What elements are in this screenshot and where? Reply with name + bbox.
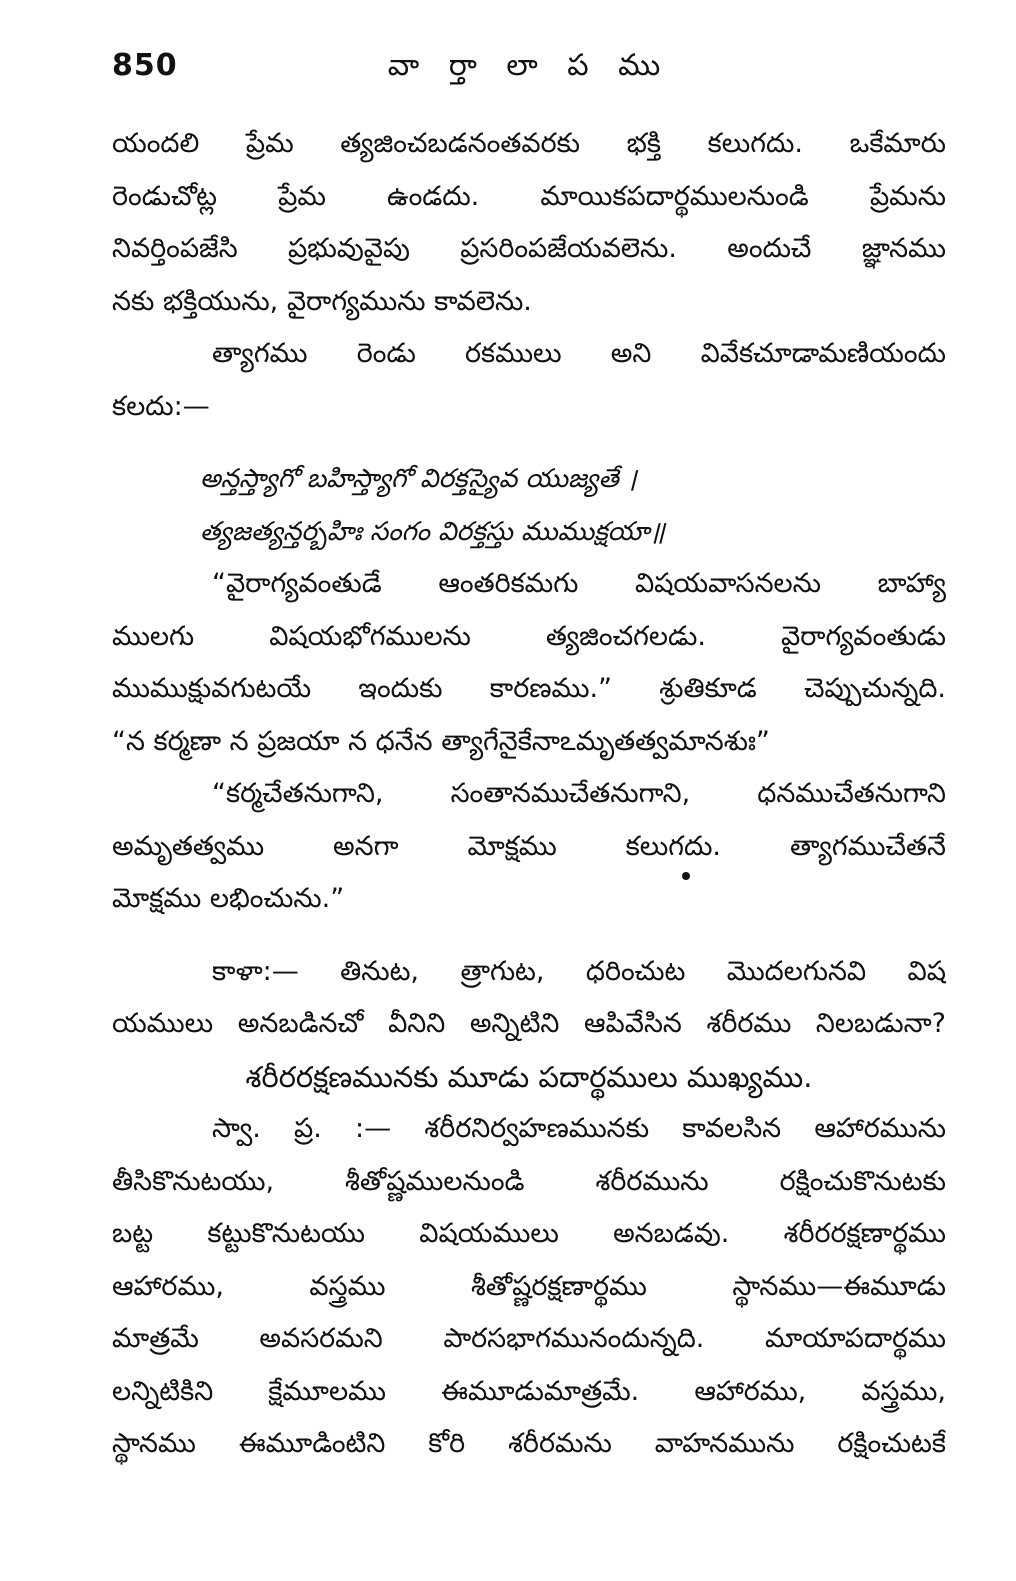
text-line: స్వా. ప్ర. :— శరీరనిర్వహణమునకు కావలసిన ఆహారమును — [212, 1113, 946, 1144]
text-line: అమృతత్వము అనగా మోక్షము కలుగదు. త్యాగముచేతనే — [112, 830, 946, 862]
page-number: 850 — [112, 48, 178, 83]
page-header — [112, 48, 946, 108]
text-line: స్థానము ఈమూడింటిని కోరి శరీరమను వాహనమును రక్షించుటకే — [112, 1428, 946, 1459]
quote-line: “న కర్మణా న ప్రజయా న ధనేన త్యాగేనైకేనాఽమృతత్వమానశుః” — [112, 725, 770, 757]
verse-line: అన్తస్త్యాగో బహిస్త్యాగో విరక్తస్యైవ యుజ్యతే । — [200, 464, 637, 494]
text-line: ముముక్షువగుటయే ఇందుకు కారణము.” శ్రుతికూడ చెప్పుచున్నది. — [112, 673, 946, 704]
heading-line: శరీరరక్షణమునకు మూడు పదార్థములు ముఖ్యము. — [245, 1059, 813, 1094]
verse-line: త్యజత్యన్తర్బహిః సంగం విరక్తస్తు ముముక్షయా॥ — [200, 516, 666, 547]
running-title: వా ర్తా లా ప ము — [387, 48, 671, 83]
text-line: త్యాగము రెండు రకములు అని వివేకచూడామణియందు — [212, 338, 946, 369]
text-line: లన్నిటికిని క్షేమూలము ఈమూడుమాత్రమే. ఆహారము, వస్త్రము, — [112, 1375, 946, 1407]
text-line: “వైరాగ్యవంతుడే ఆంతరికమగు విషయవాసనలను బాహ్యా — [212, 568, 946, 599]
text-line: “కర్మచేతనుగాని, సంతానముచేతనుగాని, ధనముచేతనుగాని — [212, 778, 946, 809]
body-text — [112, 118, 946, 1471]
text-line: బట్ట కట్టుకొనుటయు విషయములు అనబడవు. శరీరరక్షణార్థము — [112, 1218, 946, 1249]
text-line: ఆహారము, వస్త్రము శీతోష్ణరక్షణార్థము స్థానము—ఈమూడు — [112, 1270, 946, 1302]
text-line: కాళా:— తినుట, త్రాగుట, ధరించుట మొదలగునవి విష — [212, 955, 946, 987]
text-line: నకు భక్తియును, వైరాగ్యమును కావలెను. — [112, 285, 532, 317]
text-line: యములు అనబడినచో వీనిని అన్నిటిని ఆపివేసిన శరీరము నిలబడునా? — [112, 1008, 946, 1039]
ink-speck — [682, 872, 690, 880]
text-line: రెండుచోట్ల ప్రేమ ఉండదు. మాయికపదార్థములనుండి ప్రేమను — [112, 180, 946, 212]
text-line: నివర్తింపజేసి ప్రభువువైపు ప్రసరింపజేయవలెను. అందుచే జ్ఞానము — [112, 233, 946, 264]
text-line: తీసికొనుటయు, శీతోష్ణములనుండి శరీరమును రక్షించుకొనుటకు — [112, 1165, 946, 1197]
text-line: యందలి ప్రేమ త్యజించబడనంతవరకు భక్తి కలుగదు. ఒకేమారు — [112, 128, 946, 159]
text-line: మోక్షము లభించును.” — [112, 883, 345, 914]
text-line: మాత్రమే అవసరమని పారసభాగమునందున్నది. మాయాపదార్థము — [112, 1323, 946, 1354]
text-line: కలదు:— — [112, 390, 210, 422]
text-line: ములగు విషయభోగములను త్యజించగలడు. వైరాగ్యవంతుడు — [112, 620, 946, 652]
